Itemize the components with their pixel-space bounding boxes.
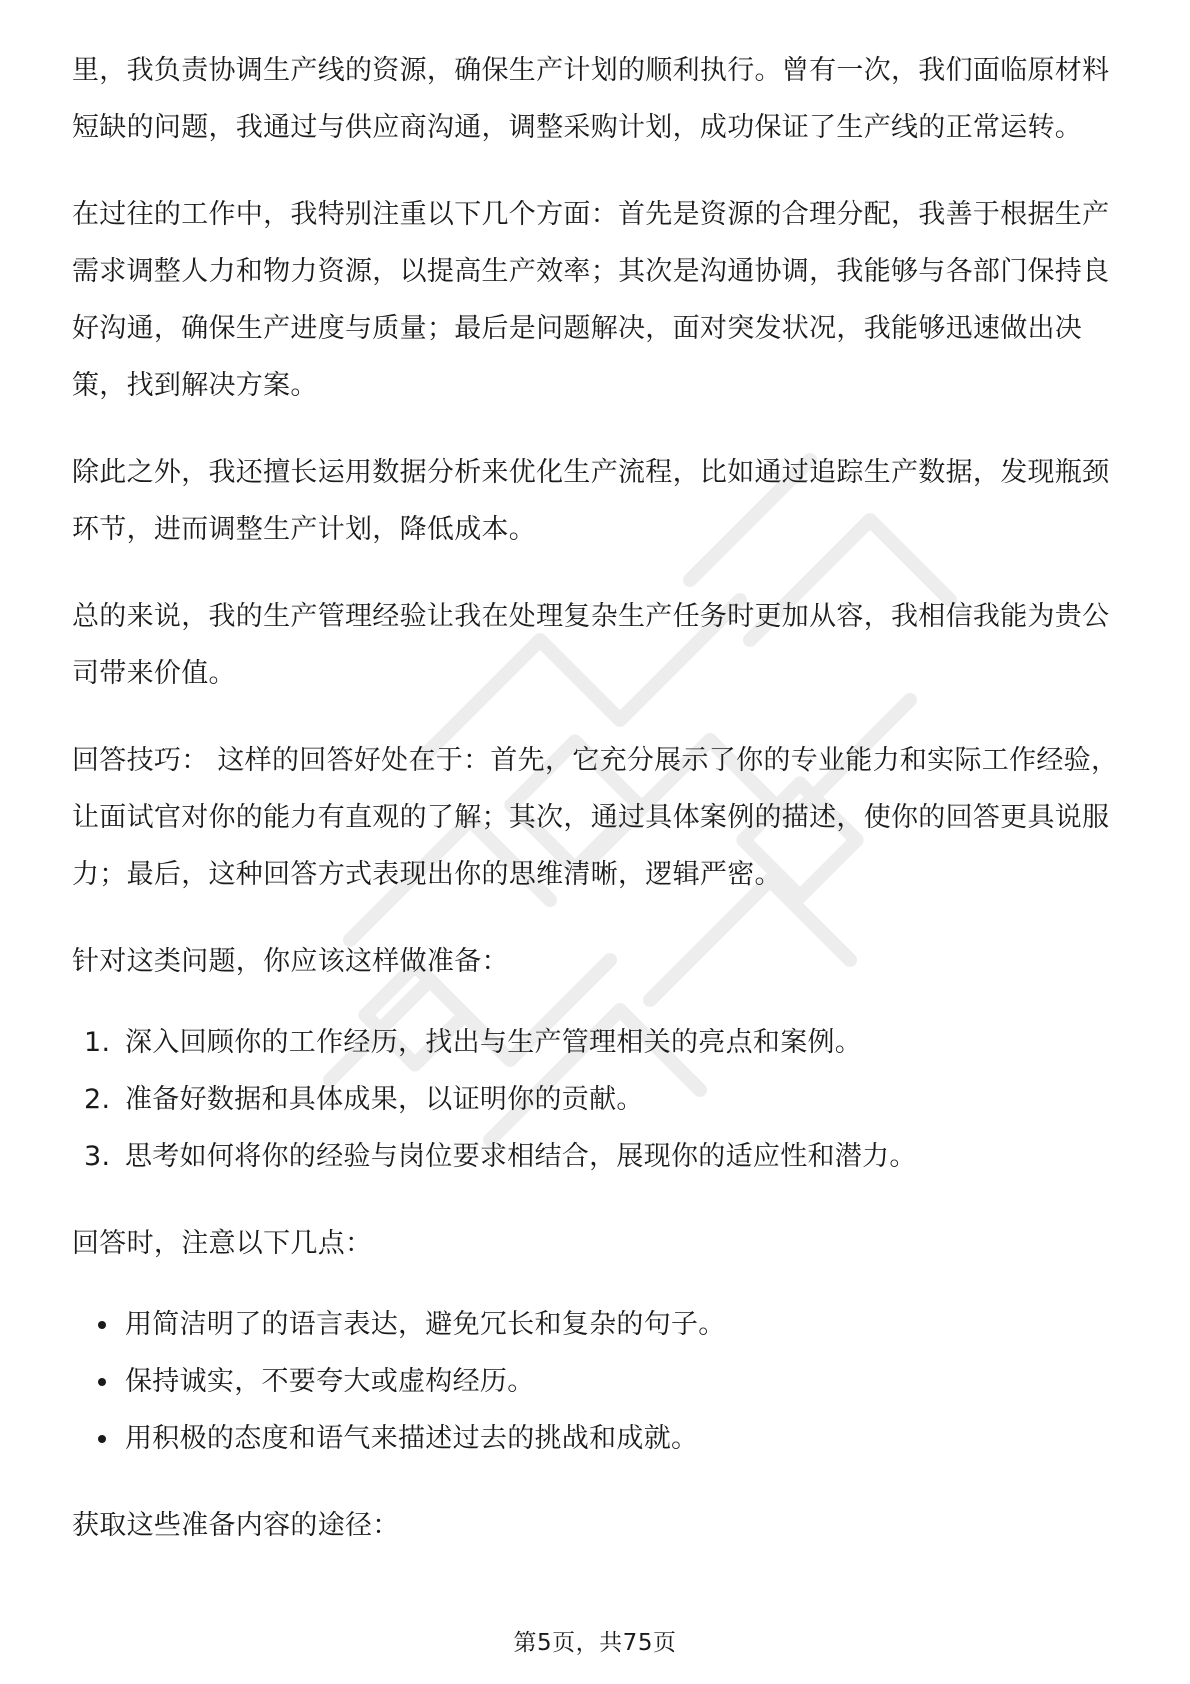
- list-item-text: 用简洁明了的语言表达，避免冗长和复杂的句子。: [125, 1309, 726, 1340]
- prep-steps-list: [72, 1014, 1122, 1185]
- list-number: 3.: [84, 1141, 111, 1172]
- list-item: [72, 1410, 1122, 1467]
- list-item-text: 思考如何将你的经验与岗位要求相结合，展现你的适应性和潜力。: [125, 1141, 917, 1172]
- list-item: [72, 1296, 1122, 1353]
- page-number-footer: 第5页，共75页: [513, 1630, 677, 1656]
- notes-list: [72, 1296, 1122, 1467]
- list-item-text: 深入回顾你的工作经历，找出与生产管理相关的亮点和案例。: [125, 1027, 863, 1058]
- bullet-icon: [98, 1435, 106, 1443]
- list-item: [72, 1128, 1122, 1185]
- list-number: 2.: [84, 1084, 111, 1115]
- paragraph-work-focus: 在过往的工作中，我特别注重以下几个方面：首先是资源的合理分配，我善于根据生产需求调整人力和物力资源，以提高生产效率；其次是沟通协调，我能够与各部门保持良好沟通，确保生产进度与质量；最后是问题解决，面对突发状况，我能够迅速做出决策，找到解决方案。: [72, 199, 1110, 401]
- list-item-text: 保持诚实，不要夸大或虚构经历。: [125, 1366, 535, 1397]
- prep-intro: 针对这类问题，你应该这样做准备：: [72, 946, 509, 977]
- paragraph-answer-tips: 回答技巧： 这样的回答好处在于：首先，它充分展示了你的专业能力和实际工作经验，让面试官对你的能力有直观的了解；其次，通过具体案例的描述，使你的回答更具说服力；最后，这种回答方式表现出你的思维清晰，逻辑严密。: [72, 745, 1119, 890]
- list-number: 1.: [84, 1027, 111, 1058]
- list-item-text: 准备好数据和具体成果，以证明你的贡献。: [125, 1084, 644, 1115]
- paragraph-production-coordination: 里，我负责协调生产线的资源，确保生产计划的顺利执行。曾有一次，我们面临原材料短缺的问题，我通过与供应商沟通，调整采购计划，成功保证了生产线的正常运转。: [72, 55, 1110, 143]
- list-item: [72, 1353, 1122, 1410]
- bullet-icon: [98, 1378, 106, 1386]
- notes-intro: 回答时，注意以下几点：: [72, 1228, 373, 1259]
- paragraph-data-analysis: 除此之外，我还擅长运用数据分析来优化生产流程，比如通过追踪生产数据，发现瓶颈环节，进而调整生产计划，降低成本。: [72, 457, 1110, 545]
- paragraph-summary: 总的来说，我的生产管理经验让我在处理复杂生产任务时更加从容，我相信我能为贵公司带来价值。: [72, 601, 1110, 689]
- list-item-text: 用积极的态度和语气来描述过去的挑战和成就。: [125, 1423, 699, 1454]
- list-item: [72, 1014, 1122, 1071]
- sources-intro: 获取这些准备内容的途径：: [72, 1510, 400, 1541]
- page-content: [72, 42, 1122, 1554]
- list-item: [72, 1071, 1122, 1128]
- bullet-icon: [98, 1321, 106, 1329]
